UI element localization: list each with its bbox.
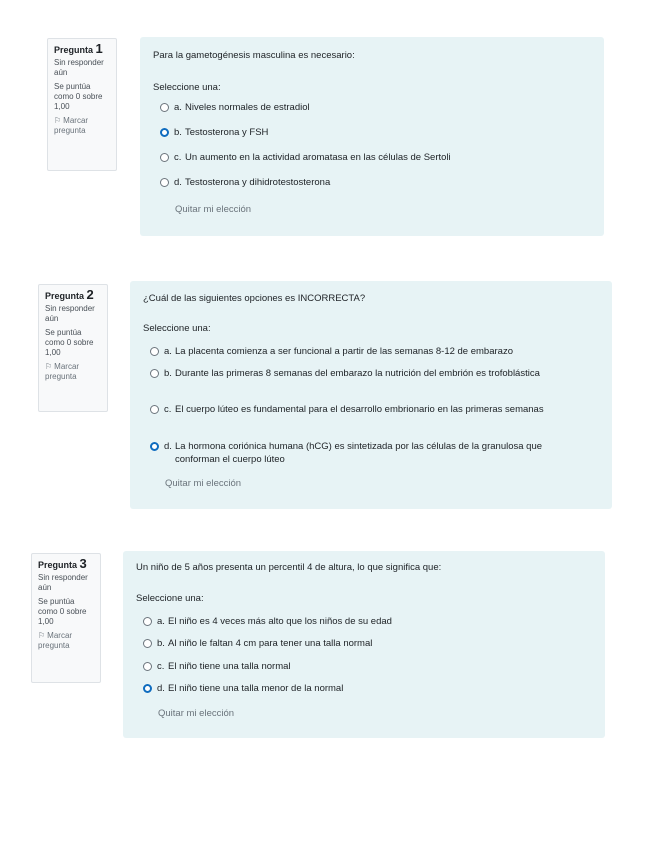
question-label: Pregunta: [38, 560, 78, 570]
answer-prompt: Seleccione una:: [143, 323, 211, 334]
flag-question-link[interactable]: [45, 362, 101, 382]
question-number: 2: [86, 287, 94, 302]
question-status: Sin responder aún: [45, 304, 95, 323]
answer-prompt: Seleccione una:: [153, 82, 221, 93]
answer-option-d[interactable]: d. Testosterona y dihidrotestosterona: [160, 176, 590, 189]
flag-icon: ⚐: [54, 116, 62, 125]
radio-button[interactable]: [143, 639, 152, 648]
question-info: [47, 38, 117, 171]
answer-option-d[interactable]: d. El niño tiene una talla menor de la normal: [143, 682, 583, 695]
answer-option-b[interactable]: b. Testosterona y FSH: [160, 126, 590, 139]
clear-choice-link[interactable]: Quitar mi elección: [158, 708, 235, 719]
flag-icon: ⚐: [45, 362, 53, 371]
clear-choice-link[interactable]: Quitar mi elección: [175, 204, 252, 215]
question-label: Pregunta: [45, 291, 85, 301]
question-score: Se puntúa como 0 sobre 1,00: [54, 82, 103, 111]
clear-choice-link[interactable]: Quitar mi elección: [165, 478, 242, 489]
answer-option-a[interactable]: a. Niveles normales de estradiol: [160, 101, 590, 114]
question-label: Pregunta: [54, 45, 94, 55]
radio-button-selected[interactable]: [160, 128, 169, 137]
question-info: [38, 284, 108, 412]
flag-label: Marcar pregunta: [38, 631, 73, 650]
radio-button[interactable]: [143, 662, 152, 671]
radio-button-selected[interactable]: [150, 442, 159, 451]
answer-option-a[interactable]: a. El niño es 4 veces más alto que los niños de su edad: [143, 615, 583, 628]
question-info: [31, 553, 101, 683]
question-number: 3: [79, 556, 87, 571]
flag-icon: ⚐: [38, 631, 46, 640]
answer-prompt: Seleccione una:: [136, 593, 204, 604]
question-content: [130, 281, 612, 509]
question-content: [123, 551, 605, 738]
radio-button[interactable]: [150, 347, 159, 356]
answer-option-b[interactable]: b. Durante las primeras 8 semanas del embarazo la nutrición del embrión es trofoblástica: [150, 367, 570, 380]
question-text: Un niño de 5 años presenta un percentil 4 de altura, lo que significa que:: [136, 562, 442, 573]
answer-option-a[interactable]: a. La placenta comienza a ser funcional a partir de las semanas 8-12 de embarazo: [150, 345, 608, 358]
question-text: ¿Cuál de las siguientes opciones es INCORRECTA?: [143, 293, 366, 304]
radio-button-selected[interactable]: [143, 684, 152, 693]
radio-button[interactable]: [160, 178, 169, 187]
answer-option-d[interactable]: d. La hormona coriónica humana (hCG) es sintetizada por las células de la granulosa que conforman el cuerpo lúteo: [150, 440, 570, 466]
question-text: Para la gametogénesis masculina es necesario:: [153, 50, 355, 61]
question-score: Se puntúa como 0 sobre 1,00: [38, 597, 87, 626]
flag-label: Marcar pregunta: [54, 116, 89, 135]
flag-question-link[interactable]: [54, 116, 110, 136]
question-status: Sin responder aún: [54, 58, 104, 77]
radio-button[interactable]: [160, 153, 169, 162]
answer-option-c[interactable]: c. El niño tiene una talla normal: [143, 660, 583, 673]
question-status: Sin responder aún: [38, 573, 88, 592]
flag-question-link[interactable]: [38, 631, 94, 651]
radio-button[interactable]: [160, 103, 169, 112]
question-score: Se puntúa como 0 sobre 1,00: [45, 328, 94, 357]
answer-option-c[interactable]: c. Un aumento en la actividad aromatasa en las células de Sertoli: [160, 151, 590, 164]
answer-option-b[interactable]: b. Al niño le faltan 4 cm para tener una talla normal: [143, 637, 583, 650]
radio-button[interactable]: [150, 369, 159, 378]
radio-button[interactable]: [143, 617, 152, 626]
radio-button[interactable]: [150, 405, 159, 414]
answer-option-c[interactable]: c. El cuerpo lúteo es fundamental para el desarrollo embrionario en las primeras semanas: [150, 403, 590, 416]
question-number: 1: [95, 41, 103, 56]
question-content: [140, 37, 604, 236]
flag-label: Marcar pregunta: [45, 362, 80, 381]
